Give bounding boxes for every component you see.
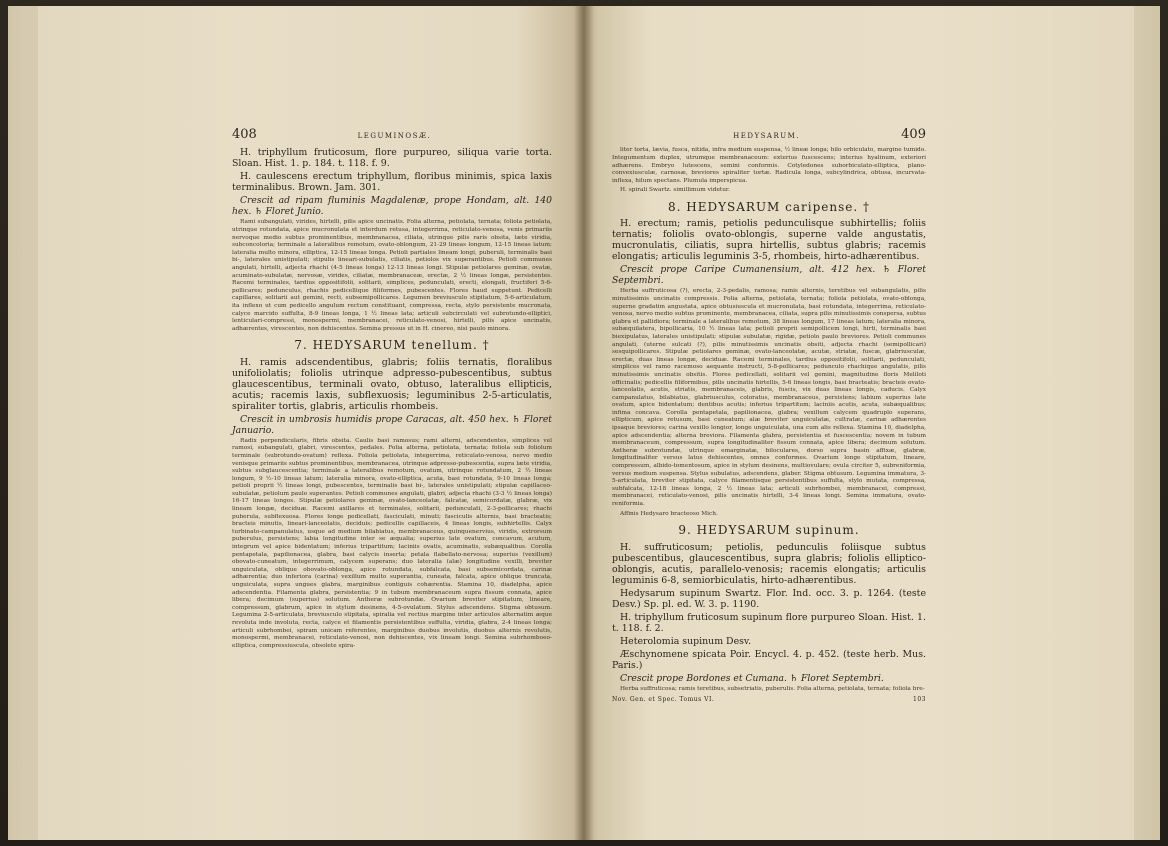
- diagnosis-paragraph: Crescit prope Caripe Cumanensium, alt. 412 hex. ♄ Floret Septembri.: [612, 264, 926, 287]
- diagnosis-paragraph: Crescit ad ripam fluminis Magdalenæ, prope Hondam, alt. 140 hex. ♄ Floret Junio.: [232, 195, 552, 218]
- left-page: [8, 6, 586, 840]
- left-page-header: [232, 127, 552, 142]
- page-footer: [612, 695, 926, 704]
- running-head-left: LEGUMINOSÆ.: [357, 132, 432, 140]
- description-paragraph: liter torta, lævia, fusca, nitida, infra medium suspensa, ½ lineæ longa; hilo orbiculato, margine tumido. Integumentum duplex, utrumque membranaceum: exterius fuscescens; interius hyalinum, exteriori adhærens. Embryo lutescens, semini conformis. Cotyledones suborbiculato-elliptica, plano-convexiusculæ, carnosæ, breviores spiraliter tortæ. Radicula longa, subcylindrica, obtusa, incurvata-inflexa, hilum spectans. Plumula imperspicua.: [612, 147, 926, 184]
- diagnosis-paragraph: H. suffruticosum; petiolis, pedunculis foliisque subtus pubescentibus, glaucescentibus, supra glabris; foliolis elliptico-oblongis, acutis, parallelo-venosis; racemis elongatis; articulis leguminis 6-8, semiorbiculatis, hirto-adhærentibus.: [612, 541, 926, 586]
- diagnosis-paragraph: Crescit in umbrosis humidis prope Caracas, alt. 450 hex. ♄ Floret Januario.: [232, 413, 552, 436]
- section-heading: 7. HEDYSARUM tenellum. †: [294, 338, 490, 353]
- description-paragraph: Herba suffruticosa; ramis teretibus, subsetriatis, puberulis. Folia alterna, petiolata, ternata; foliola bre-: [620, 685, 925, 692]
- section-heading: 9. HEDYSARUM supinum.: [678, 523, 860, 538]
- diagnosis-paragraph: H. triphyllum fruticosum, flore purpureo, siliqua varie torta. Sloan. Hist. 1. p. 184. t. 118. f. 9.: [232, 147, 552, 170]
- page-edge-stack-left: [8, 6, 38, 840]
- description-paragraph: Radix perpendicularis, fibris obsita. Caulis basi ramosus; rami alterni, adscendentes, simplices vel ramosi, subangulati, glabri, virescentes, pedales. Folia alterna, petiolata, ternata; foliola sub foliolum terminale (subrotundo-ovatum) reflexa. Foliola petiolata, integerrima, reticulato-venosa, nervo medio venisque primariis subtus prominentibus, membranacea, utrinque adpresso-pubescentia, supra læte viridia, subtus subglaucescentia; terminale a lateralibus remotum, ovatum, utrinque rotundatum, 2 ½ lineas longum, 9 ½-10 lineas latum; lateralia minora, ovato-elliptica, acuta, basi rotundata, 9-10 lineas longa; petioli proprii ½ lineas longi, pubescentes, terminalis basi bi-, laterales unistipulati; stipulæ capillaceo-subulatæ, petiolum paulo superantes. Petioli communes angulati, glabri, adjecta rhachi (3-3 ½ lineas longa) 16-17 lineas longos. Stipulæ petiolares geminæ, ovato-lanceolatæ, falcatæ, semicordatæ, glabræ, vix lineam longæ, deciduæ. Racemi axillares et terminales, solitarii, pedunculati, 2-3-pollicares; rhachi puberula, subflexuosa. Flores longe pedicellati, fasciculati, minuti; fasciculis alternis, basi bracteatis; bracteis minutis, lineari-lanceolatis, deciduis; pedicellis capillaceis, 4 lineas longis, subhirtellis. Calyx turbinato-campanulatus, usque ad medium bilabiatus, membranaceus, quinquenervius, viridis, extrorsum puberulus, persistens; labia longitudine inter se æqualia; superius late ovatum, concavum, acutum, integrum vel apice bidentatum; inferius tripartitum; laciniis ovatis, acuminatis, subæqualibus. Corolla pentapetala, papilionacea, glabra, basi calycis inserta; petala flabellato-nervosa; superius (vexillum) obovato-cuneatum, integerrimum, calycem superans; duo lateralia (alæ) longitudine vexilli, breviter unguiculata, oblique obovato-oblonga, apice rotundata, subfalcata, basi subsemicordata, carinæ adhærentia; duo inferiora (carina) vexillum multo superantia, cuneata, falcata, apice oblique truncata, unguiculata, supra ungues glabra, marginibus contiguis cohærentia. Stamina 10, diadelpha, apice adscendentia. Filamenta glabra, persistentia; 9 in tubum membranaceum supra fissum connata, apice libera; decimum (superius) solutum. Antheræ subrotundæ. Ovarium breviter stipitatum, lineare, compressum, glabrum, apice in stylum desinens, 4-5-ovulatum. Stylus adscendens. Stigma obtusum. Legumina 2-5-articulata, breviusculo stipitata, spiralia vel rectius margine inter articulos alternatim æque revoluta inde involuta, recta, calyce et filamentis persistentibus suffulta, viridia, glabra, 2-4 lineas longa; articuli subrhombei, spiram unicam referentes, marginibus duobus involutis, duobus alternis revolutis, monospermi, membranacei, reticulato-venosi, non dehiscentes, vix lineam longi. Semina subrhomboeo-elliptica, compressiuscula, obsolete spira-: [232, 437, 552, 649]
- description-paragraph: Rami subangulati, virides, hirtelli, pilis apice uncinatis. Folia alterna, petiolata, ternata; foliola petiolata, utrinque rotundata, apice mucronulata et interdum retusa, integerrima, reticulato-venosa, venis primariis nervoque medio subtus prominentibus, membranacea, ciliata, utrinque pilis raris obsita, læte viridia, subconcoloria; terminale a lateralibus remotum, ovato-oblongum, 21-29 lineas longum, 12-15 lineas latum; lateralia multo minora, elliptica, 12-15 lineas longa. Petioli partiales lineam longi, puberuli, terminalis basi bi-, laterales unistipulati; stipulis lineari-subulatis, ciliatis, petiolos vix superantibus. Petioli communes angulati, hirtelli, adjecta rhachi (4-5 lineas longa) 12-13 lineas longi. Stipulæ petiolares geminæ, ovatæ, acuminato-subulatæ, nervosæ, virides, ciliatæ, membranaceæ, erectæ, 2 ½ lineas longæ, persistentes. Racemi terminales, tardius oppositifolii, solitarii, simplices, pedunculati, erecti, elongati, fructiferi 5-6-pollicares; pedunculus, rhachis pedicellique filiformes, pubescentes. Flores haud suppetunt. Pedicelli capillares, solitarii aut gemini, recti, subsemipollicares. Legumen breviusculo stipitatum, 5-6-articulatum, ita inflexo ut cum pedicello angulum rectum constituant, compressa, recta, stylo persistente mucronata, calyce marcido suffulta, 8-9 lineas longa, 1 ½ lineas lata; articuli subcirculati vel subrotundo-elliptici, lenticulari-compressi, monospermi, membranacei, reticulato-venosi, hirtelli, pilis apice uncinatis, adhærentes, virescentes, non dehiscentes. Semina pressus ut in H. cinereo, nisi paulo minora.: [232, 219, 552, 332]
- footer-signature: Nov. Gen. et Spec. Tomus VI.: [612, 696, 715, 704]
- diagnosis-paragraph: Crescit prope Bordones et Cumana. ♄ Floret Septembri.: [620, 672, 884, 684]
- open-book: [8, 6, 1160, 840]
- page-edge-stack-right: [1134, 6, 1160, 840]
- left-paragraphs: [232, 147, 552, 650]
- diagnosis-paragraph: Hedysarum supinum Swartz. Flor. Ind. occ. 3. p. 1264. (teste Desv.) Sp. pl. ed. W. 3. p. 1190.: [612, 587, 926, 610]
- description-paragraph: H. spirali Swartz. simillimum videtur.: [620, 187, 730, 194]
- right-paragraphs: [612, 147, 926, 693]
- running-head-right: HEDYSARUM.: [733, 132, 801, 140]
- diagnosis-paragraph: Heterolomia supinum Desv.: [620, 635, 752, 647]
- section-heading: 8. HEDYSARUM caripense. †: [667, 199, 871, 214]
- description-paragraph: Affinis Hedysaro bracteoso Mich.: [620, 510, 718, 517]
- right-page-header: [612, 127, 926, 142]
- footer-sheet-number: 103: [913, 696, 926, 704]
- diagnosis-paragraph: Æschynomene spicata Poir. Encycl. 4. p. 452. (teste herb. Mus. Paris.): [612, 648, 926, 671]
- description-paragraph: Herba suffruticosa (?), erecta, 2-3-pedalis, ramosa; ramis alternis, teretibus vel subangulatis, pilis minutissimis uncinatis compressis. Folia alterna, petiolata, ternata; foliola petiolata, ovato-oblonga, superne gradatim angustata, apice obtusiuscula et mucronulata, basi rotundata, integerrima, reticulato-venosa, nervo medio subtus prominente, membranacea, ciliata, supra pilis minutissimis conspersa, subtus glabra et pallidiora; terminale a lateralibus remotum, 38 lineas longum, 17 lineas latum; lateralia minora, subæquilatera, bipollicaria, 10 ½ lineas lata; petioli proprii semipollicem longi, hirti, terminalis basi biexipulatus, laterales unistipulati; stipulæ subulatæ, rigidæ, petiolo paulo breviores. Petioli communes angulati, (uterne sulcati (?), pilis minutissimis uncinatis obsiti, adjecta rhachi (semipollicari) sesquipollicares. Stipulæ petiolares geminæ, ovato-lanceolatæ, acutæ, striatæ, fuscæ, glabriusculæ, erectæ, duas lineas longæ, deciduæ. Racemi terminales, tardius oppositifolii, solitarii, pedunculati, simplices vel ramo racemoso aequante instructi, 5-8-pollicares; pedunculo rhachique angulatis, pilis minutissimis uncinatis obsitis. Flores pedicellati, solitarii vel gemini, magnitudine floris Meliloti officinalis; pedicellis filiformibus, pilis uncinatis hirtellis, 5-6 lineas longis, basi bracteatis; bracteis ovato-lanceolatis, acutis, striatis, membranaceis, glabris, fuscis, vix duas lineas longis, caducis. Calyx campanulatus, bilabiatus, glabriusculus, coloratus, membranaceus, persistens; labium superius late ovatum, apice bidentatum; dentibus acutis; inferius tripartitum; laciniis acutis, acuta, subæqualibus; infima concava. Corolla pentapetala, papilionacea, glabra; vexillum calycem quadruplo superans, ellipticum, apice retusum, basi cuneatum; alæ breviter unguiculatæ, cultratæ, carinæ adhærentes ipsaque breviores; carina vexillo longior, longe unguiculata, una cum alis rellexa. Stamina 10, diadelpha, apice adscendentia; alterna breviora. Filamenta glabra, persistentia et fuscescentia; novem in tubum membranaceum, compressum, supra longitudinaliter fissum connata, apice libera; decimum solutum. Antheræ subrotundæ, utrinque emarginatæ, biloculares, dorso supra basin affixæ, glabræ, longitudinaliter versus latus dehiscentes, omnes conformes. Ovarium longe stipitatum, lineare, compressum, albido-tomentosum, apice in stylum desinens, multiovulare; ovula circiter 5, subreniformia, versus medium suspensa. Stylus subulatus, adscendens, glaber. Stigma obtusum. Legumina immatura, 3-5-articulata, breviter stipitata, calyce filamentisque persistentibus suffulta, stylo mutata, compressa, subfalcata, 12-18 lineas longa, 2 ½ lineas lata; articuli subrhombei, membranacei, compressi, membranacei, reticulato-venosi, pilis uncinatis hirtelli, 3-4 lineas longi. Semina immatura, ovato-reniformia.: [612, 288, 926, 507]
- diagnosis-paragraph: H. triphyllum fruticosum supinum flore purpureo Sloan. Hist. 1. t. 118. f. 2.: [612, 611, 926, 634]
- page-number-right: 409: [901, 127, 926, 142]
- diagnosis-paragraph: H. erectum; ramis, petiolis pedunculisque subhirtellis; foliis ternatis; foliolis ovato-oblongis, superne valde angustatis, mucronulatis, ciliatis, supra hirtellis, subtus glabris; racemis elongatis; articulis leguminis 3-5, rhombeis, hirto-adhærentibus.: [612, 218, 926, 263]
- diagnosis-paragraph: H. ramis adscendentibus, glabris; foliis ternatis, floralibus unifoliolatis; foliolis utrinque adpresso-pubescentibus, subtus glaucescentibus, terminali ovato, obtuso, lateralibus ellipticis, acutis; racemis laxis, subflexuosis; leguminibus 2-5-articulatis, spiraliter tortis, glabris, articulis rhombeis.: [232, 356, 552, 412]
- right-text-column: [612, 127, 926, 705]
- diagnosis-paragraph: H. caulescens erectum triphyllum, floribus minimis, spica laxis terminalibus. Brown. Jam. 301.: [232, 171, 552, 194]
- page-number-left: 408: [232, 127, 257, 142]
- left-text-column: [232, 127, 552, 652]
- book-gutter-shadow: [574, 6, 594, 840]
- right-page: [582, 6, 1160, 840]
